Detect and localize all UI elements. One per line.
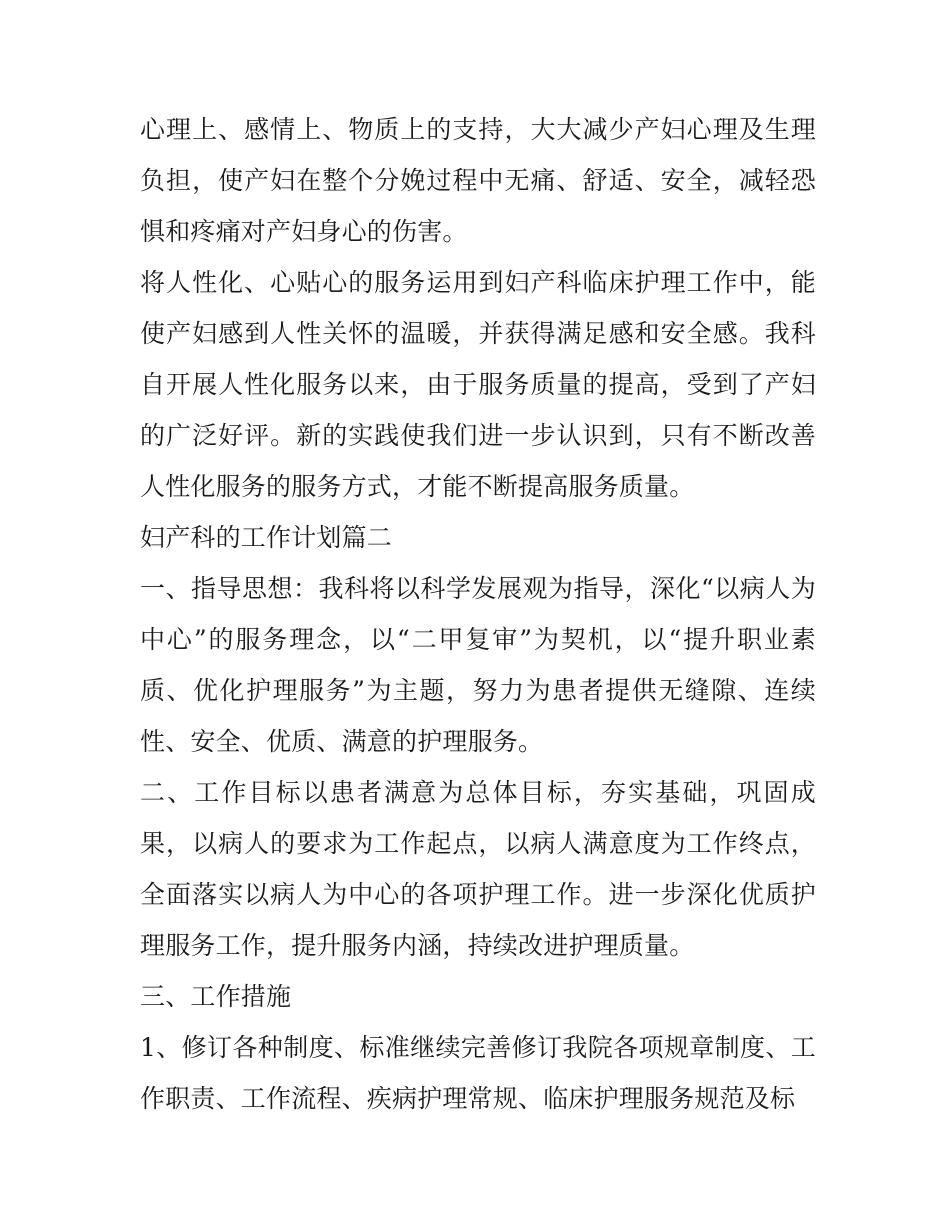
paragraph-support: 心理上、感情上、物质上的支持，大大减少产妇心理及生理负担，使产妇在整个分娩过程中无痛、舒适、安全，减轻恐惧和疼痛对产妇身心的伤害。: [140, 115, 816, 246]
document-body: [140, 104, 816, 1124]
paragraph-guiding-ideology: 一、指导思想：我科将以科学发展观为指导，深化“以病人为中心”的服务理念，以“二甲复审”为契机，以“提升职业素质、优化护理服务”为主题，努力为患者提供无缝隙、连续性、安全、优质、满意的护理服务。: [140, 574, 816, 756]
paragraph-revise-rules: 1、修订各种制度、标准继续完善修订我院各项规章制度、工作职责、工作流程、疾病护理常规、临床护理服务规范及标: [140, 1033, 816, 1113]
section-title: 妇产科的工作计划篇二: [140, 523, 393, 552]
paragraph-work-goals: 二、工作目标以患者满意为总体目标，夯实基础，巩固成果，以病人的要求为工作起点，以病人满意度为工作终点，全面落实以病人为中心的各项护理工作。进一步深化优质护理服务工作，提升服务内涵，持续改进护理质量。: [140, 778, 816, 960]
paragraph-humanized-service: 将人性化、心贴心的服务运用到妇产科临床护理工作中，能使产妇感到人性关怀的温暖，并获得满足感和安全感。我科自开展人性化服务以来，由于服务质量的提高，受到了产妇的广泛好评。新的实践使我们进一步认识到，只有不断改善人性化服务的服务方式，才能不断提高服务质量。: [140, 268, 816, 501]
subsection-work-measures: 三、工作措施: [140, 982, 292, 1011]
